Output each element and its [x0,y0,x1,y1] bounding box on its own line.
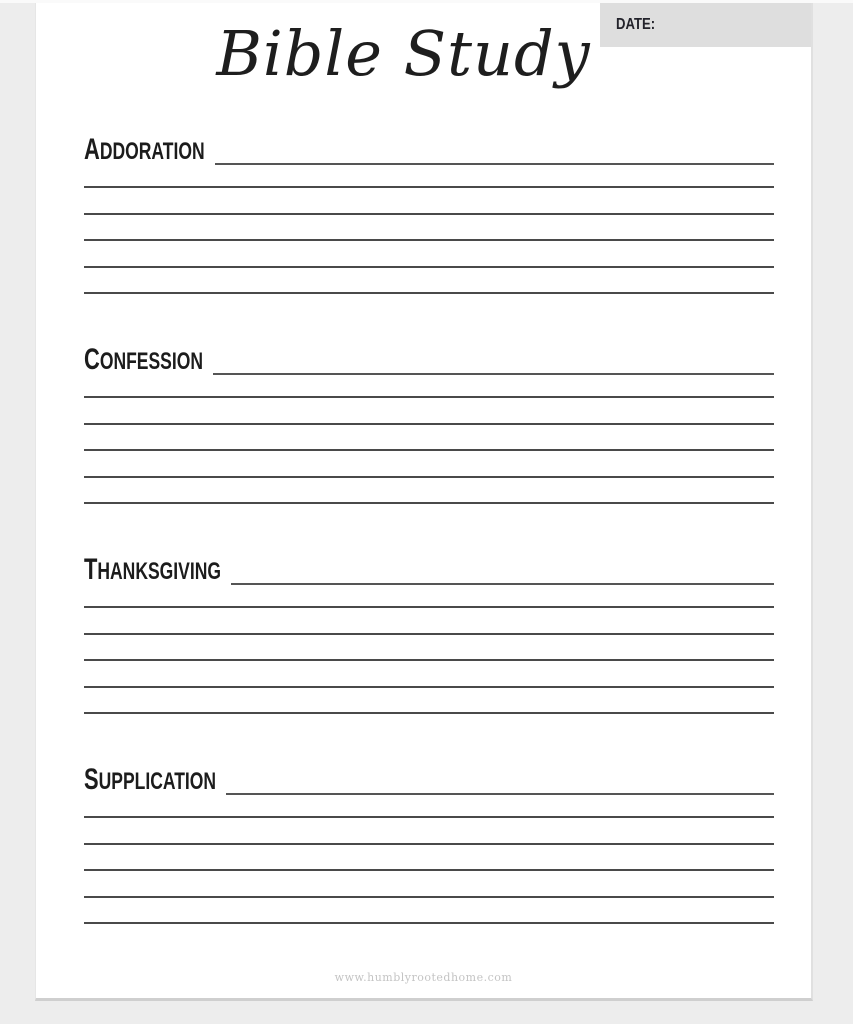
writing-line [84,478,774,505]
writing-line [84,688,774,715]
section-label: ADDORATION [84,133,205,166]
worksheet-page [35,3,813,1001]
heading-underline [213,373,774,375]
section-lines [84,375,774,504]
heading-underline [226,793,774,795]
section-lines [84,795,774,924]
writing-line [84,215,774,242]
writing-line [84,845,774,872]
writing-line [84,451,774,478]
writing-line [84,818,774,845]
heading-underline [215,163,774,165]
date-label: DATE: [616,16,656,33]
section-lines [84,165,774,294]
section-heading-row [84,763,774,795]
writing-line [84,165,774,188]
prayer-section [84,763,774,924]
prayer-section [84,343,774,504]
writing-line [84,188,774,215]
writing-line [84,661,774,688]
section-heading-row [84,553,774,585]
heading-underline [231,583,774,585]
writing-line [84,795,774,818]
writing-line [84,398,774,425]
section-label: CONFESSION [84,343,204,376]
writing-line [84,608,774,635]
writing-line [84,425,774,452]
section-heading-row [84,343,774,375]
footer-url: www.humblyrootedhome.com [334,971,513,984]
writing-line [84,585,774,608]
writing-line [84,635,774,662]
section-label: THANKSGIVING [84,553,222,586]
writing-line [84,375,774,398]
section-lines [84,585,774,714]
prayer-section [84,553,774,714]
section-label: SUPPLICATION [84,763,217,796]
writing-line [84,898,774,925]
prayer-section [84,133,774,294]
writing-line [84,268,774,295]
writing-line [84,871,774,898]
writing-line [84,241,774,268]
section-heading-row [84,133,774,165]
page-title: Bible Study [216,17,591,90]
